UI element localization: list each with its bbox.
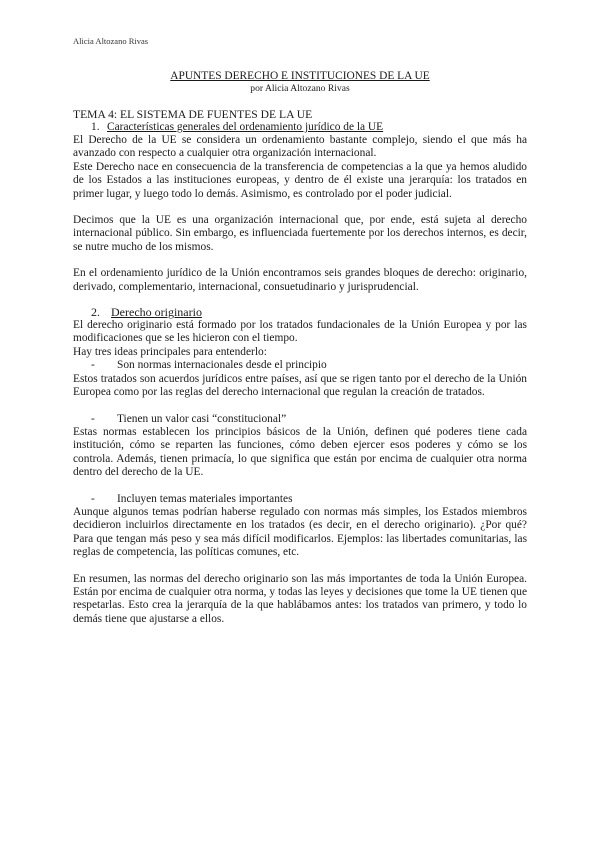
header-author: Alicia Altozano Rivas xyxy=(73,36,149,46)
document-subtitle: por Alicia Altozano Rivas xyxy=(250,83,350,94)
paragraph: Decimos que la UE es una organización internacional que, por ende, está sujeta al derecho internacional público. Sin embargo, es influenciada fuertemente por los derechos internos, es decir, se nutre mucho de los mismos. xyxy=(73,214,527,253)
bullet-label: Son normas internacionales desde el principio xyxy=(117,359,327,372)
paragraph: Estas normas establecen los principios básicos de la Unión, definen qué poderes tiene cada institución, cómo se reparten las funciones, cómo deben ejercer esos poderes y cómo se los controla. Además, tienen primacía, lo que significa que están por encima de cualquier otra norma dentro del derecho de la UE. xyxy=(73,425,527,479)
bullet-item xyxy=(91,359,527,372)
paragraph: El derecho originario está formado por los tratados fundacionales de la Unión Europea y por las modificaciones que se les hicieron con el tiempo. xyxy=(73,319,527,345)
tema-heading: TEMA 4: EL SISTEMA DE FUENTES DE LA UE xyxy=(73,108,313,121)
paragraph: Hay tres ideas principales para entenderlo: xyxy=(73,345,267,358)
paragraph: Estos tratados son acuerdos jurídicos entre países, así que se rigen tanto por el derecho de la Unión Europea como por las reglas del derecho internacional que regulan la creación de tratados. xyxy=(73,372,527,399)
bullet-label: Tienen un valor casi “constitucional” xyxy=(117,412,287,425)
bullet-dash: - xyxy=(91,492,95,505)
bullet-item xyxy=(91,493,527,506)
paragraph: El Derecho de la UE se considera un ordenamiento bastante complejo, siendo el que más ha avanzado con respecto a cualquier otra organización internacional. xyxy=(73,134,527,160)
bullet-label: Incluyen temas materiales importantes xyxy=(117,492,293,505)
document-body xyxy=(73,70,527,626)
section-1-number: 1. xyxy=(91,121,100,133)
section-2-heading xyxy=(91,306,527,319)
bullet-item xyxy=(91,413,527,426)
section-1-title: Características generales del ordenamiento jurídico de la UE xyxy=(107,121,384,133)
paragraph: Este Derecho nace en consecuencia de la transferencia de competencias a la que ya hemos aludido de los Estados a las instituciones europeas, y dentro de él existe una jerarquía: los tratados en primer lugar, y luego todo lo demás. Asimismo, es controlado por el poder judicial. xyxy=(73,160,527,200)
section-2-number: 2. xyxy=(91,305,100,320)
bullet-dash: - xyxy=(91,412,95,425)
document-title: APUNTES DERECHO E INSTITUCIONES DE LA UE xyxy=(170,70,430,82)
section-2-title: Derecho originario xyxy=(111,305,202,320)
paragraph: En el ordenamiento jurídico de la Unión encontramos seis grandes bloques de derecho: originario, derivado, complementario, internacional, consuetudinario y jurisprudencial. xyxy=(73,267,527,293)
paragraph: Aunque algunos temas podrían haberse regulado con normas más simples, los Estados miembros decidieron incluirlos directamente en los tratados (es decir, en el derecho originario). ¿Por qué? Para que tengan más peso y sea más difícil modificarlos. Ejemplos: las libertades comunitarias, las reglas de competencia, las políticas comunes, etc. xyxy=(73,505,527,559)
paragraph: En resumen, las normas del derecho originario son las más importantes de toda la Unión Europea. Están por encima de cualquier otra norma, y todas las leyes y decisiones que tome la UE tienen que respetarlas. Esto crea la jerarquía de la que hablábamos antes: los tratados van primero, y todo lo demás tiene que ajustarse a ellos. xyxy=(73,572,527,625)
section-1-heading xyxy=(91,121,527,134)
bullet-dash: - xyxy=(91,359,95,372)
